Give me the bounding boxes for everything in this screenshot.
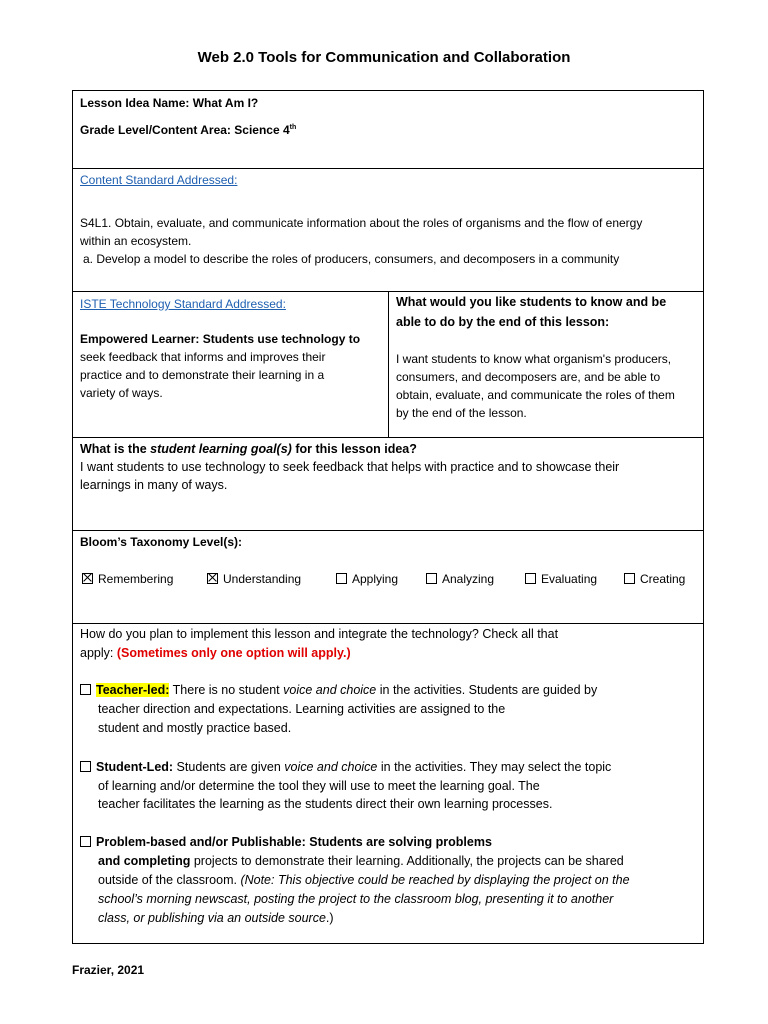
checkbox-icon[interactable]	[80, 684, 91, 695]
iste-text: practice and to demonstrate their learning in a	[80, 368, 325, 382]
blooms-heading: Bloom’s Taxonomy Level(s):	[80, 535, 243, 549]
footer-credit: Frazier, 2021	[72, 963, 145, 977]
option-text: and completing projects to demonstrate their learning. Additionally, the projects can be shared	[98, 854, 624, 868]
option-problem-based[interactable]: Problem-based and/or Publishable: Students are solving problems	[80, 833, 492, 851]
know-text: I want students to know what organism's producers,	[396, 352, 672, 366]
learning-goal-text: I want students to use technology to seek feedback that helps with practice and to showcase their	[80, 460, 620, 474]
checkbox-icon[interactable]	[426, 573, 437, 584]
standard-line: within an ecosystem.	[80, 234, 192, 248]
learning-goal-row	[73, 438, 703, 531]
learning-goal-question: What is the student learning goal(s) for this lesson idea?	[80, 442, 417, 456]
lesson-info-row	[73, 91, 703, 169]
lesson-name: Lesson Idea Name: What Am I?	[80, 96, 259, 110]
option-text: of learning and/or determine the tool they will use to meet the learning goal. The	[98, 779, 540, 793]
iste-heading[interactable]: ISTE Technology Standard Addressed:	[80, 297, 286, 311]
option-teacher-led[interactable]: Teacher-led: There is no student voice and choice in the activities. Students are guided by	[80, 681, 597, 699]
iste-text: Empowered Learner: Students use technology to	[80, 332, 361, 346]
option-text: teacher facilitates the learning as the students direct their own learning processes.	[98, 797, 553, 811]
checkbox-icon[interactable]	[80, 761, 91, 772]
content-standard-row	[73, 169, 703, 292]
standard-line: S4L1. Obtain, evaluate, and communicate information about the roles of organisms and the flow of energy	[80, 216, 643, 230]
option-text: outside of the classroom. (Note: This objective could be reached by displaying the project on the	[98, 873, 630, 887]
checkbox-icon[interactable]	[336, 573, 347, 584]
bloom-level-creating[interactable]: Creating	[624, 570, 685, 588]
checkbox-checked-icon[interactable]	[207, 573, 218, 584]
bloom-level-analyzing[interactable]: Analyzing	[426, 570, 494, 588]
know-text: consumers, and decomposers are, and be able to	[396, 370, 661, 384]
iste-know-row	[73, 292, 703, 438]
standard-line: a. Develop a model to describe the roles of producers, consumers, and decomposers in a community	[83, 252, 620, 266]
option-text: school’s morning newscast, posting the project to the classroom blog, presenting it to another	[98, 892, 614, 906]
blooms-row	[73, 531, 703, 624]
grade-level: Grade Level/Content Area: Science 4th	[80, 123, 297, 137]
content-standard-heading[interactable]: Content Standard Addressed:	[80, 173, 238, 187]
bloom-level-remembering[interactable]: Remembering	[82, 570, 173, 588]
iste-text: variety of ways.	[80, 386, 163, 400]
checkbox-icon[interactable]	[80, 836, 91, 847]
know-heading: able to do by the end of this lesson:	[396, 315, 610, 329]
implementation-row	[73, 624, 703, 944]
know-heading: What would you like students to know and be	[396, 295, 667, 309]
know-text: obtain, evaluate, and communicate the roles of them	[396, 388, 675, 402]
implement-question: How do you plan to implement this lesson and integrate the technology? Check all that	[80, 627, 559, 641]
bloom-level-understanding[interactable]: Understanding	[207, 570, 301, 588]
iste-text: seek feedback that informs and improves their	[80, 350, 326, 364]
option-text: student and mostly practice based.	[98, 721, 292, 735]
know-text: by the end of the lesson.	[396, 406, 527, 420]
checkbox-icon[interactable]	[525, 573, 536, 584]
option-text: class, or publishing via an outside source.)	[98, 911, 334, 925]
bloom-level-applying[interactable]: Applying	[336, 570, 398, 588]
bloom-level-evaluating[interactable]: Evaluating	[525, 570, 597, 588]
checkbox-checked-icon[interactable]	[82, 573, 93, 584]
lesson-plan-table	[72, 90, 704, 944]
implement-question: apply: (Sometimes only one option will apply.)	[80, 646, 351, 660]
checkbox-icon[interactable]	[624, 573, 635, 584]
option-student-led[interactable]: Student-Led: Students are given voice and choice in the activities. They may select the topic	[80, 758, 611, 776]
learning-goal-text: learnings in many of ways.	[80, 478, 228, 492]
page-title: Web 2.0 Tools for Communication and Collaboration	[197, 49, 571, 66]
option-text: teacher direction and expectations. Learning activities are assigned to the	[98, 702, 506, 716]
